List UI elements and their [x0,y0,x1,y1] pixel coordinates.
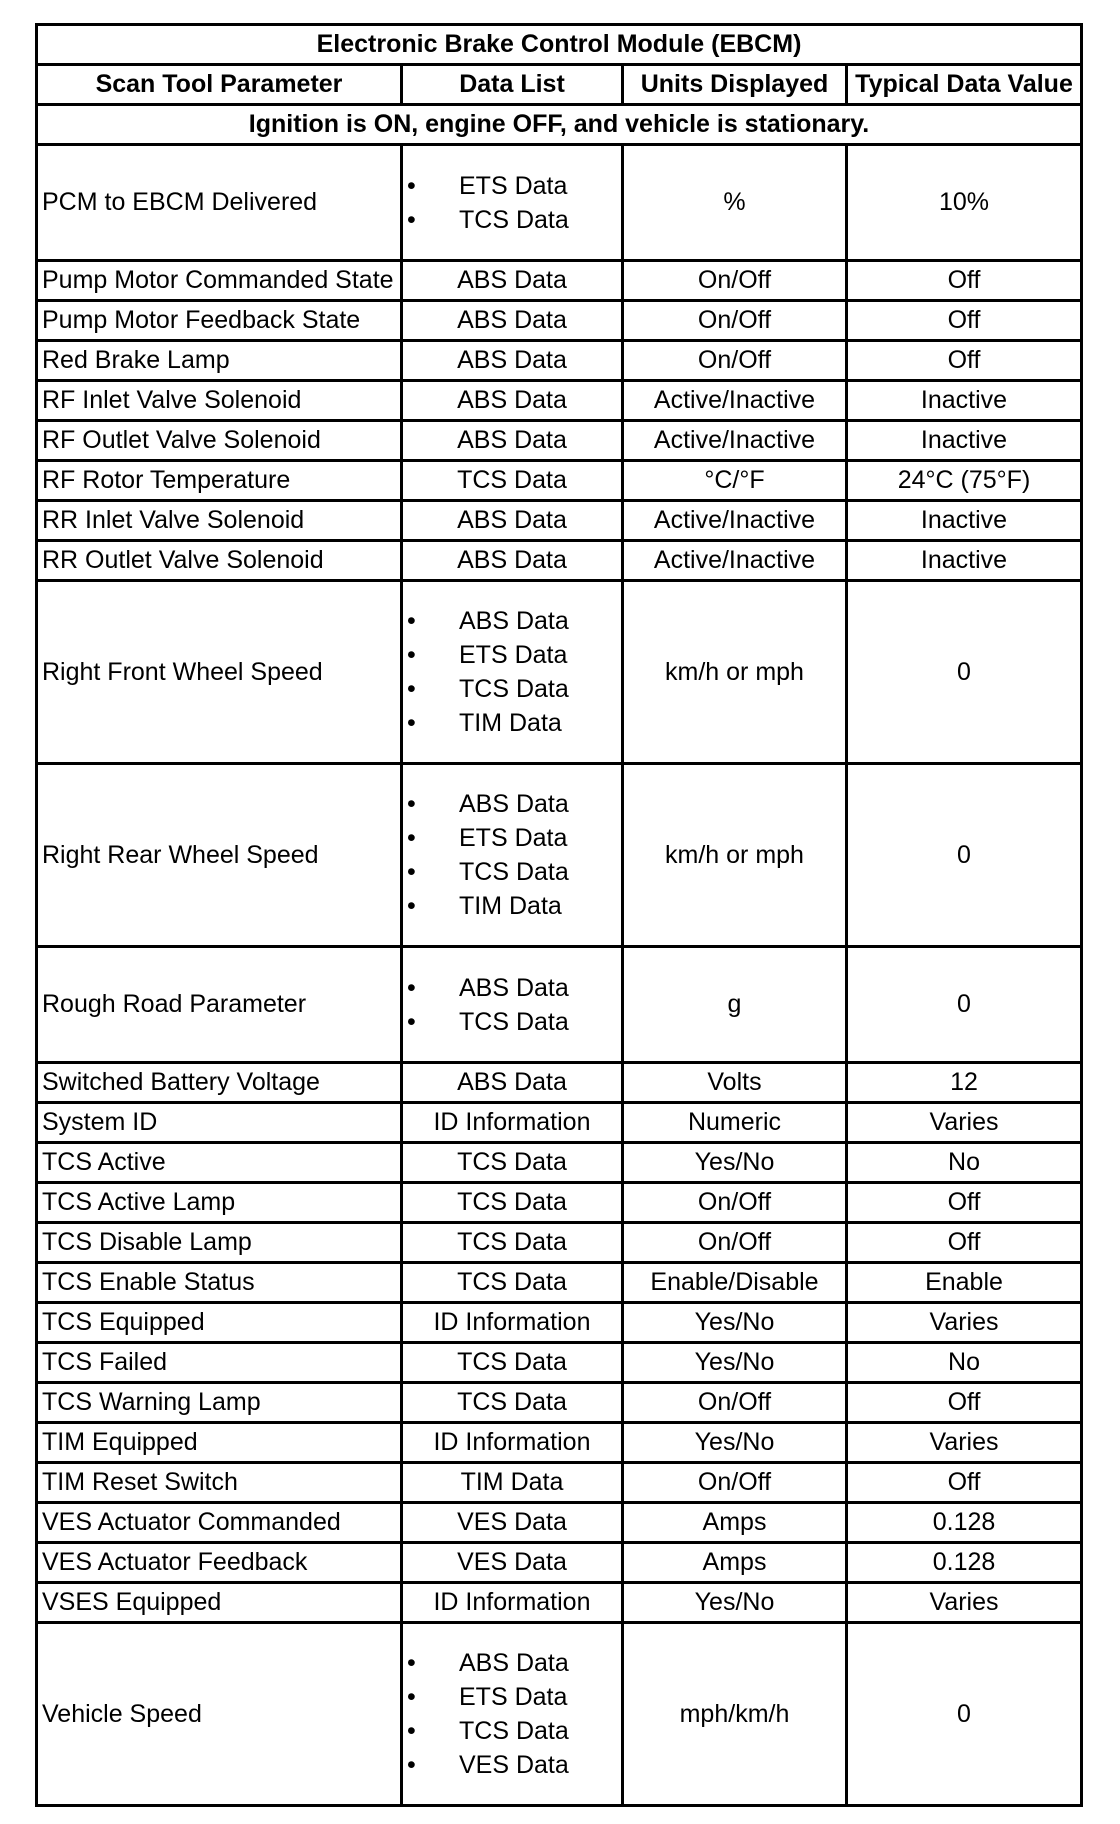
table-row [37,421,1082,461]
cell-data-list [402,145,623,261]
cell-units-displayed: Yes/No [623,1423,847,1463]
cell-units-displayed: Active/Inactive [623,421,847,461]
cell-typical-value: Off [847,1223,1082,1263]
cell-data-list: TIM Data [402,1463,623,1503]
cell-parameter: Right Front Wheel Speed [37,581,402,764]
title-row [37,25,1082,65]
cell-units-displayed: On/Off [623,1183,847,1223]
cell-units-displayed: km/h or mph [623,764,847,947]
table-row [37,341,1082,381]
cell-parameter: VSES Equipped [37,1583,402,1623]
table-row [37,1623,1082,1806]
table-row [37,501,1082,541]
cell-data-list: TCS Data [402,1343,623,1383]
cell-parameter: TIM Reset Switch [37,1463,402,1503]
cell-typical-value: 0 [847,1623,1082,1806]
cell-typical-value: 0 [847,764,1082,947]
cell-parameter: TCS Failed [37,1343,402,1383]
cell-typical-value: 0.128 [847,1503,1082,1543]
operating-condition: Ignition is ON, engine OFF, and vehicle is stationary. [37,105,1082,145]
data-list-bullets [407,169,617,237]
cell-typical-value: No [847,1143,1082,1183]
table-row [37,1423,1082,1463]
cell-units-displayed: Active/Inactive [623,501,847,541]
table-row [37,1463,1082,1503]
cell-data-list: ID Information [402,1103,623,1143]
cell-units-displayed: On/Off [623,1223,847,1263]
header-units-displayed: Units Displayed [623,65,847,105]
cell-data-list: ID Information [402,1583,623,1623]
cell-parameter: TCS Active [37,1143,402,1183]
table-row [37,541,1082,581]
cell-parameter: TCS Equipped [37,1303,402,1343]
table-row [37,1543,1082,1583]
cell-units-displayed: Volts [623,1063,847,1103]
cell-data-list: ABS Data [402,381,623,421]
cell-units-displayed: On/Off [623,261,847,301]
cell-units-displayed: Amps [623,1503,847,1543]
cell-parameter: TCS Disable Lamp [37,1223,402,1263]
cell-units-displayed: On/Off [623,1463,847,1503]
header-typical-data-value: Typical Data Value [847,65,1082,105]
data-list-item: • ABS Data [407,604,617,638]
table-row [37,1183,1082,1223]
cell-parameter: Red Brake Lamp [37,341,402,381]
cell-units-displayed: Enable/Disable [623,1263,847,1303]
cell-units-displayed: Yes/No [623,1303,847,1343]
cell-units-displayed: % [623,145,847,261]
data-list-item: • ABS Data [407,971,617,1005]
cell-units-displayed: Yes/No [623,1143,847,1183]
cell-data-list: TCS Data [402,1263,623,1303]
cell-units-displayed: °C/°F [623,461,847,501]
table-row [37,764,1082,947]
cell-parameter: RR Inlet Valve Solenoid [37,501,402,541]
table-row [37,1583,1082,1623]
cell-parameter: RF Outlet Valve Solenoid [37,421,402,461]
table-row [37,1383,1082,1423]
cell-typical-value: 24°C (75°F) [847,461,1082,501]
cell-data-list: VES Data [402,1543,623,1583]
table-row [37,581,1082,764]
table-title: Electronic Brake Control Module (EBCM) [37,25,1082,65]
data-list-item: • TCS Data [407,1005,617,1039]
cell-units-displayed: Yes/No [623,1583,847,1623]
cell-data-list: VES Data [402,1503,623,1543]
data-list-item: • ETS Data [407,169,617,203]
cell-data-list [402,581,623,764]
cell-data-list: ABS Data [402,541,623,581]
condition-row [37,105,1082,145]
cell-typical-value: Inactive [847,381,1082,421]
data-list-item: • ABS Data [407,787,617,821]
cell-units-displayed: Yes/No [623,1343,847,1383]
data-list-bullets [407,971,617,1039]
cell-typical-value: Enable [847,1263,1082,1303]
cell-data-list: TCS Data [402,461,623,501]
table-row [37,261,1082,301]
cell-units-displayed: mph/km/h [623,1623,847,1806]
cell-data-list: ABS Data [402,301,623,341]
cell-units-displayed: Active/Inactive [623,541,847,581]
cell-parameter: Vehicle Speed [37,1623,402,1806]
data-list-bullets [407,604,617,740]
cell-units-displayed: Active/Inactive [623,381,847,421]
cell-parameter: TCS Enable Status [37,1263,402,1303]
table-row [37,1103,1082,1143]
cell-parameter: Switched Battery Voltage [37,1063,402,1103]
header-data-list: Data List [402,65,623,105]
cell-parameter: TIM Equipped [37,1423,402,1463]
table-row [37,947,1082,1063]
cell-parameter: VES Actuator Feedback [37,1543,402,1583]
cell-parameter: PCM to EBCM Delivered [37,145,402,261]
cell-data-list: TCS Data [402,1143,623,1183]
cell-parameter: Pump Motor Feedback State [37,301,402,341]
cell-typical-value: Varies [847,1103,1082,1143]
cell-parameter: RR Outlet Valve Solenoid [37,541,402,581]
cell-typical-value: Varies [847,1303,1082,1343]
data-list-item: • ABS Data [407,1646,617,1680]
cell-data-list: ABS Data [402,501,623,541]
data-list-bullets [407,1646,617,1782]
cell-typical-value: 12 [847,1063,1082,1103]
cell-typical-value: Off [847,301,1082,341]
table-row [37,1223,1082,1263]
cell-parameter: TCS Warning Lamp [37,1383,402,1423]
cell-typical-value: Inactive [847,421,1082,461]
cell-data-list [402,764,623,947]
cell-data-list [402,1623,623,1806]
table-row [37,145,1082,261]
cell-data-list: TCS Data [402,1183,623,1223]
data-list-item: • TIM Data [407,706,617,740]
cell-parameter: TCS Active Lamp [37,1183,402,1223]
cell-typical-value: 0.128 [847,1543,1082,1583]
cell-parameter: RF Rotor Temperature [37,461,402,501]
table-row [37,1343,1082,1383]
cell-parameter: VES Actuator Commanded [37,1503,402,1543]
cell-typical-value: Off [847,1183,1082,1223]
data-list-bullets [407,787,617,923]
cell-typical-value: Varies [847,1423,1082,1463]
table-row [37,461,1082,501]
cell-units-displayed: On/Off [623,301,847,341]
data-list-item: • ETS Data [407,1680,617,1714]
cell-data-list: TCS Data [402,1383,623,1423]
cell-typical-value: Off [847,261,1082,301]
cell-data-list: ABS Data [402,421,623,461]
cell-units-displayed: Amps [623,1543,847,1583]
cell-data-list: ABS Data [402,261,623,301]
cell-typical-value: Off [847,1463,1082,1503]
header-row [37,65,1082,105]
cell-data-list [402,947,623,1063]
data-list-item: • TCS Data [407,855,617,889]
table-row [37,1263,1082,1303]
cell-units-displayed: km/h or mph [623,581,847,764]
cell-data-list: ABS Data [402,341,623,381]
ebcm-data-table [35,23,1083,1807]
table-row [37,1063,1082,1103]
table-row [37,1503,1082,1543]
cell-typical-value: Inactive [847,501,1082,541]
cell-parameter: Pump Motor Commanded State [37,261,402,301]
cell-typical-value: 10% [847,145,1082,261]
cell-parameter: Rough Road Parameter [37,947,402,1063]
table-row [37,301,1082,341]
cell-data-list: ID Information [402,1303,623,1343]
table-row [37,381,1082,421]
data-list-item: • TCS Data [407,1714,617,1748]
cell-typical-value: 0 [847,947,1082,1063]
table-row [37,1143,1082,1183]
cell-data-list: ID Information [402,1423,623,1463]
cell-units-displayed: Numeric [623,1103,847,1143]
data-list-item: • ETS Data [407,821,617,855]
cell-typical-value: 0 [847,581,1082,764]
cell-units-displayed: g [623,947,847,1063]
header-scan-tool-parameter: Scan Tool Parameter [37,65,402,105]
data-list-item: • VES Data [407,1748,617,1782]
data-list-item: • TCS Data [407,203,617,237]
data-list-item: • TIM Data [407,889,617,923]
data-list-item: • ETS Data [407,638,617,672]
table-row [37,1303,1082,1343]
cell-typical-value: Inactive [847,541,1082,581]
cell-parameter: RF Inlet Valve Solenoid [37,381,402,421]
cell-units-displayed: On/Off [623,341,847,381]
cell-typical-value: Off [847,1383,1082,1423]
cell-units-displayed: On/Off [623,1383,847,1423]
cell-parameter: Right Rear Wheel Speed [37,764,402,947]
table-body [37,145,1082,1806]
cell-data-list: ABS Data [402,1063,623,1103]
data-list-item: • TCS Data [407,672,617,706]
cell-typical-value: Varies [847,1583,1082,1623]
cell-typical-value: Off [847,341,1082,381]
cell-typical-value: No [847,1343,1082,1383]
cell-data-list: TCS Data [402,1223,623,1263]
cell-parameter: System ID [37,1103,402,1143]
